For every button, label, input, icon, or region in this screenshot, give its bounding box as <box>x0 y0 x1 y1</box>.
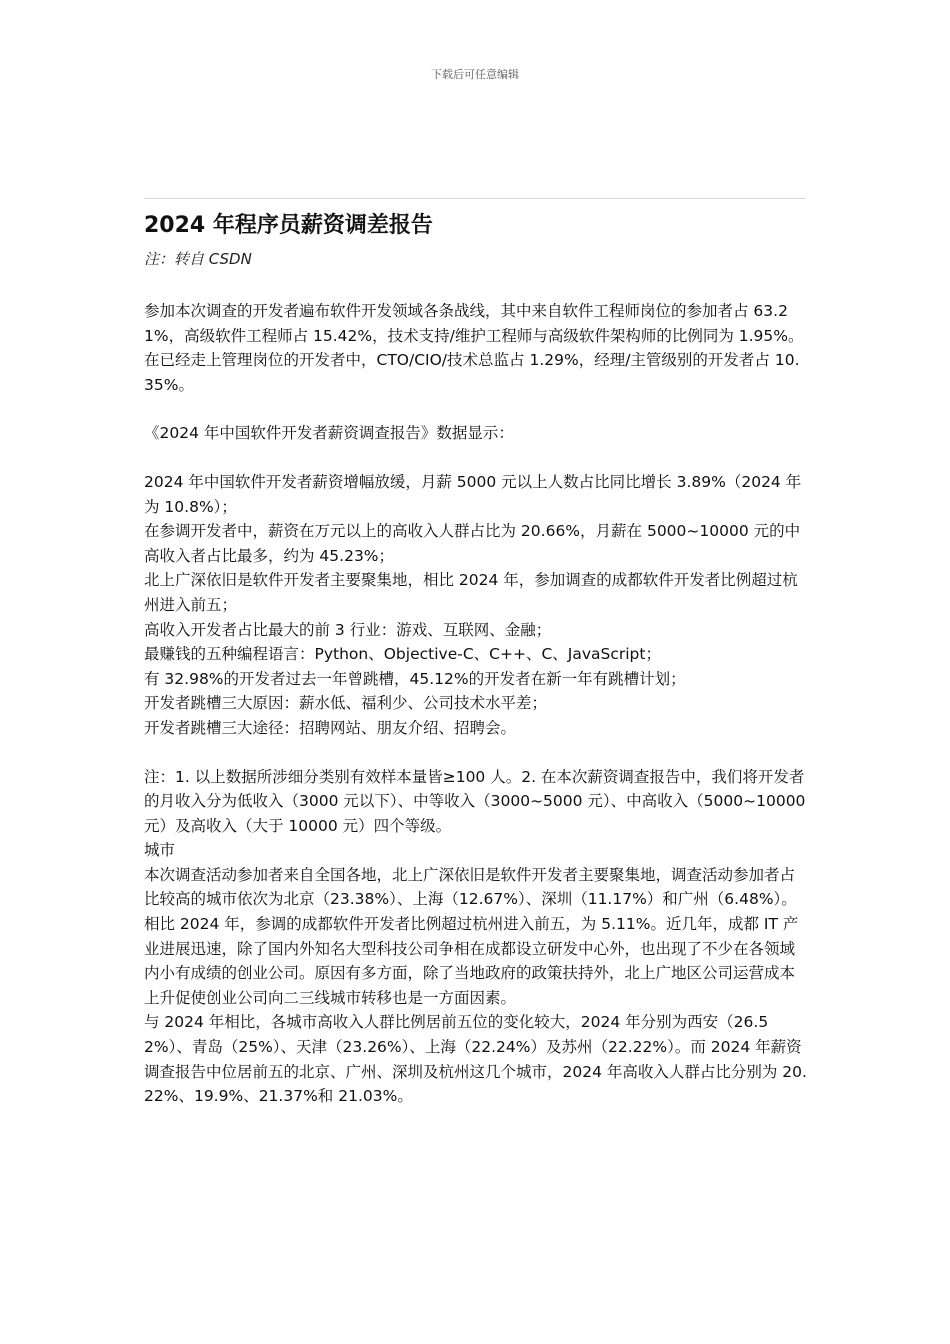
finding-item: 在参调开发者中，薪资在万元以上的高收入人群占比为 20.66%，月薪在 5000~10000 元的中高收入者占比最多，约为 45.23%； <box>144 522 801 565</box>
finding-item: 有 32.98%的开发者过去一年曾跳槽，45.12%的开发者在新一年有跳槽计划； <box>144 669 686 688</box>
report-heading: 《2024 年中国软件开发者薪资调查报告》数据显示： <box>144 424 514 443</box>
findings-list <box>144 470 808 741</box>
spacer <box>144 270 808 299</box>
spacer <box>144 741 808 765</box>
finding-item: 2024 年中国软件开发者薪资增幅放缓，月薪 5000 元以上人数占比同比增长 3.89%（2024 年为 10.8%）； <box>144 472 802 516</box>
document-title: 2024 年程序员薪资调差报告 <box>144 213 433 238</box>
finding-item: 开发者跳槽三大原因：薪水低、福利少、公司技术水平差； <box>144 694 548 713</box>
methodology-note: 注：1. 以上数据所涉细分类别有效样本量皆≥100 人。2. 在本次薪资调查报告中，我们将开发者的月收入分为低收入（3000 元以下）、中等收入（3000~5000 元）、中高收入（5000~10000 元）及高收入（大于 10000 元）四个等级。 <box>144 767 811 835</box>
city-paragraph: 本次调查活动参加者来自全国各地，北上广深依旧是软件开发者主要聚集地，调查活动参加者占比较高的城市依次为北京（23.38%）、上海（12.67%）、深圳（11.17%）和广州（6.48%）。相比 2024 年，参调的成都软件开发者比例超过杭州进入前五，为 5.11%。近几年，成都 IT 产业进展迅速，除了国内外知名大型科技公司争相在成都设立研发中心外，也出现了不少在各领域内小有成绩的创业公司。原因有多方面，除了当地政府的政策扶持外，北上广地区公司运营成本上升促使创业公司向二三线城市转移也是一方面因素。 <box>144 865 799 1007</box>
city-section-heading: 城市 <box>144 841 176 860</box>
spacer <box>144 446 808 470</box>
spacer <box>144 397 808 421</box>
city-paragraph: 与 2024 年相比，各城市高收入人群比例居前五位的变化较大，2024 年分别为西安（26.52%）、青岛（25%）、天津（23.26%）、上海（22.24%）及苏州（22.22%）。而 2024 年薪资调查报告中位居前五的北京、广州、深圳及杭州这几个城市，2024 年高收入人群占比分别为 20.22%、19.9%、21.37%和 21.03%。 <box>144 1013 807 1106</box>
header-divider <box>144 198 806 199</box>
finding-item: 最赚钱的五种编程语言：Python、Objective-C、C++、C、JavaScript； <box>144 645 661 664</box>
page-header-note: 下载后可任意编辑 <box>431 68 519 81</box>
finding-item: 高收入开发者占比最大的前 3 行业：游戏、互联网、金融； <box>144 620 552 639</box>
finding-item: 开发者跳槽三大途径：招聘网站、朋友介绍、招聘会。 <box>144 718 517 737</box>
document-body <box>144 208 811 1109</box>
finding-item: 北上广深依旧是软件开发者主要聚集地，相比 2024 年，参加调查的成都软件开发者比例超过杭州进入前五； <box>144 571 798 614</box>
source-note: 注：转自 CSDN <box>144 250 252 268</box>
intro-paragraph: 参加本次调查的开发者遍布软件开发领域各条战线，其中来自软件工程师岗位的参加者占 63.21%，高级软件工程师占 15.42%，技术支持/维护工程师与高级软件架构师的比例同为 1.95%。在已经走上管理岗位的开发者中，CTO/CIO/技术总监占 1.29%，经理/主管级别的开发者占 10.35%。 <box>144 302 804 394</box>
